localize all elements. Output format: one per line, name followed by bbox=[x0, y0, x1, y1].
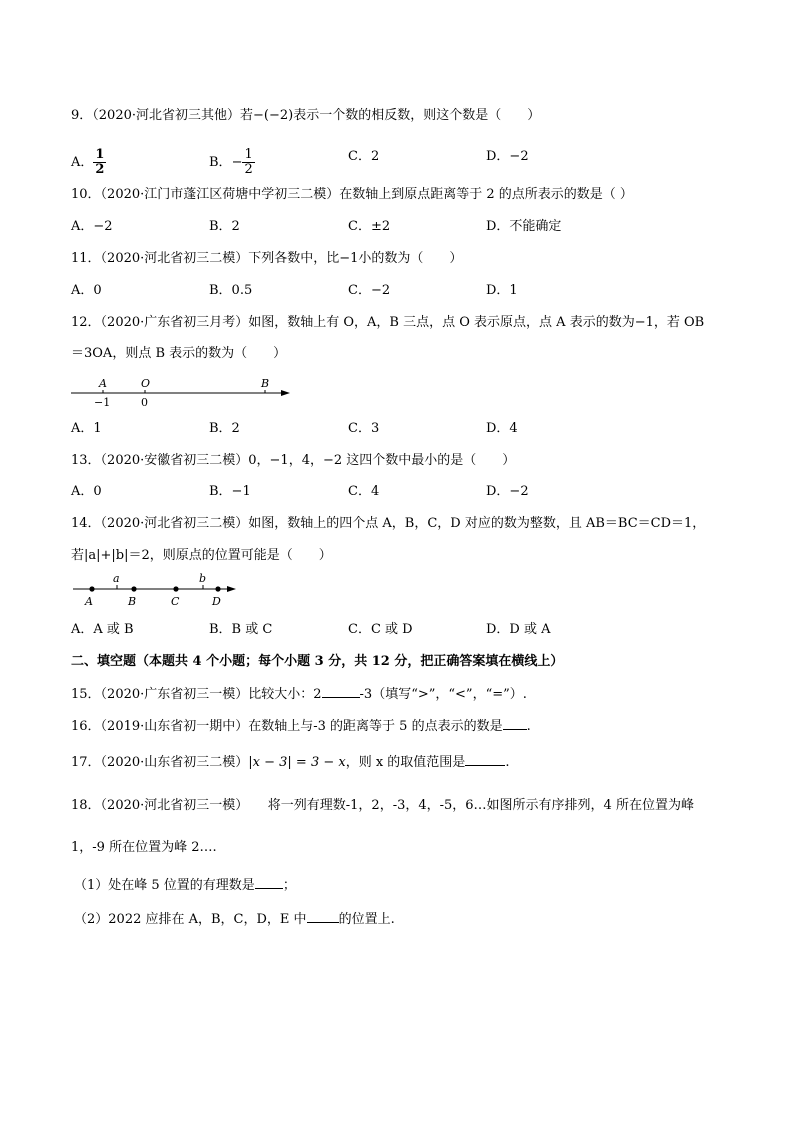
question-11-stem: 11．（2020·河北省初三二模）下列各数中，比−1小的数为（ ） bbox=[71, 251, 463, 266]
q14-mark-a: a bbox=[113, 572, 120, 585]
q9-option-d[interactable]: D．−2 bbox=[486, 149, 529, 164]
q15-answer-blank[interactable] bbox=[322, 685, 360, 698]
q12-label-o: O bbox=[141, 377, 151, 390]
q17-answer-blank[interactable] bbox=[465, 753, 505, 766]
q18-sub1-answer-blank[interactable] bbox=[255, 876, 283, 889]
q14-mark-b: b bbox=[199, 572, 207, 585]
question-18-sub-2: （2）2022 应排在 A，B，C，D，E 中 的位置上. bbox=[74, 912, 395, 927]
q12-tick-label-o: 0 bbox=[141, 396, 148, 409]
q14-label-b: B bbox=[128, 595, 137, 608]
question-12-stem-line-1: 12．（2020·广东省初三月考）如图，数轴上有 O，A，B 三点，点 O 表示原点，点 A 表示的数为−1，若 OB bbox=[71, 315, 705, 330]
q14-axis-arrow bbox=[227, 586, 236, 592]
q14-number-line-figure bbox=[70, 570, 245, 610]
q12-option-d[interactable]: D．4 bbox=[486, 421, 518, 436]
q9-option-a-fraction: $\frac{1}{2}$ bbox=[95, 147, 105, 177]
q10-option-c[interactable]: C．±2 bbox=[348, 219, 391, 234]
q11-option-c[interactable]: C．−2 bbox=[348, 283, 391, 298]
question-15: 15．（2020·广东省初三一模）比较大小：2 -3（填写“>”，“<”，“=”）. bbox=[71, 687, 527, 702]
q12-axis-arrow bbox=[281, 390, 290, 396]
q14-option-a[interactable]: A．A 或 B bbox=[71, 622, 134, 637]
question-16: 16．（2019·山东省初一期中）在数轴上与-3 的距离等于 5 的点表示的数是 . bbox=[71, 719, 531, 734]
q11-option-a[interactable]: A．0 bbox=[71, 283, 102, 298]
question-18-stem-line-2: 1，-9 所在位置为峰 2…. bbox=[71, 840, 217, 855]
section-2-heading: 二、填空题（本题共 4 个小题；每个小题 3 分，共 12 分，把正确答案填在横线上） bbox=[71, 654, 564, 669]
q14-point-a bbox=[89, 586, 94, 591]
q13-option-b[interactable]: B．−1 bbox=[209, 484, 251, 499]
q12-option-b[interactable]: B．2 bbox=[209, 421, 240, 436]
q10-option-a[interactable]: A．−2 bbox=[71, 219, 113, 234]
question-10-stem: 10．（2020·江门市蓬江区荷塘中学初三二模）在数轴上到原点距离等于 2 的点所表示的数是（ ） bbox=[71, 187, 633, 202]
q9-option-c[interactable]: C．2 bbox=[348, 149, 380, 164]
q13-option-d[interactable]: D．−2 bbox=[486, 484, 529, 499]
q14-point-c bbox=[173, 586, 178, 591]
q14-label-a: A bbox=[85, 595, 93, 608]
q14-option-d[interactable]: D．D 或 A bbox=[486, 622, 551, 637]
question-13-stem: 13．（2020·安徽省初三二模）0，−1，4，−2 这四个数中最小的是（ ） bbox=[71, 453, 516, 468]
q12-option-c[interactable]: C．3 bbox=[348, 421, 380, 436]
q9-option-b[interactable]: B．− $\frac{1}{2}$ bbox=[209, 147, 253, 177]
q11-option-d[interactable]: D．1 bbox=[486, 283, 518, 298]
q14-label-c: C bbox=[171, 595, 180, 608]
q12-option-a[interactable]: A．1 bbox=[71, 421, 102, 436]
q10-option-d[interactable]: D．不能确定 bbox=[486, 219, 562, 234]
q10-option-b[interactable]: B．2 bbox=[209, 219, 240, 234]
q13-option-a[interactable]: A．0 bbox=[71, 484, 102, 499]
q14-point-d bbox=[215, 586, 220, 591]
q9-expression: −(−2) bbox=[253, 108, 294, 123]
q14-point-b bbox=[131, 586, 136, 591]
q16-answer-blank[interactable] bbox=[503, 717, 527, 730]
q13-option-c[interactable]: C．4 bbox=[348, 484, 380, 499]
q18-sub2-answer-blank[interactable] bbox=[307, 910, 339, 923]
q9-option-b-fraction: $\frac{1}{2}$ bbox=[244, 147, 253, 177]
q14-option-b[interactable]: B．B 或 C bbox=[209, 622, 273, 637]
question-14-stem-line-1: 14．（2020·河北省初三二模）如图，数轴上的四个点 A，B，C，D 对应的数为整数，且 AB＝BC＝CD＝1， bbox=[71, 516, 706, 531]
question-9-stem: 9．（2020·河北省初三其他）若−(−2)表示一个数的相反数，则这个数是（ ） bbox=[71, 108, 541, 123]
q12-number-line-figure bbox=[66, 372, 296, 412]
q12-label-b: B bbox=[261, 377, 270, 390]
question-17: 17．（2020·山东省初三二模）|x − 3| = 3 − x，则 x 的取值范围是 . bbox=[71, 755, 510, 770]
q11-option-b[interactable]: B．0.5 bbox=[209, 283, 253, 298]
question-18-sub-1: （1）处在峰 5 位置的有理数是 ； bbox=[74, 878, 296, 893]
q14-option-c[interactable]: C．C 或 D bbox=[348, 622, 413, 637]
q14-label-d: D bbox=[212, 595, 221, 608]
question-14-stem-line-2: 若|a|+|b|＝2，则原点的位置可能是（ ） bbox=[71, 548, 332, 563]
q12-label-a: A bbox=[99, 377, 107, 390]
q17-expression: |x − 3| = 3 − x bbox=[248, 755, 346, 770]
question-18-stem-line-1: 18．（2020·河北省初三一模） 将一列有理数-1，2，-3，4，-5，6…如图所示有序排列，4 所在位置为峰 bbox=[71, 798, 694, 813]
q12-tick-label-a: −1 bbox=[94, 396, 111, 409]
question-12-stem-line-2: ＝3OA，则点 B 表示的数为（ ） bbox=[71, 346, 287, 361]
q9-option-a[interactable]: A． $\frac{1}{2}$ bbox=[71, 147, 105, 177]
